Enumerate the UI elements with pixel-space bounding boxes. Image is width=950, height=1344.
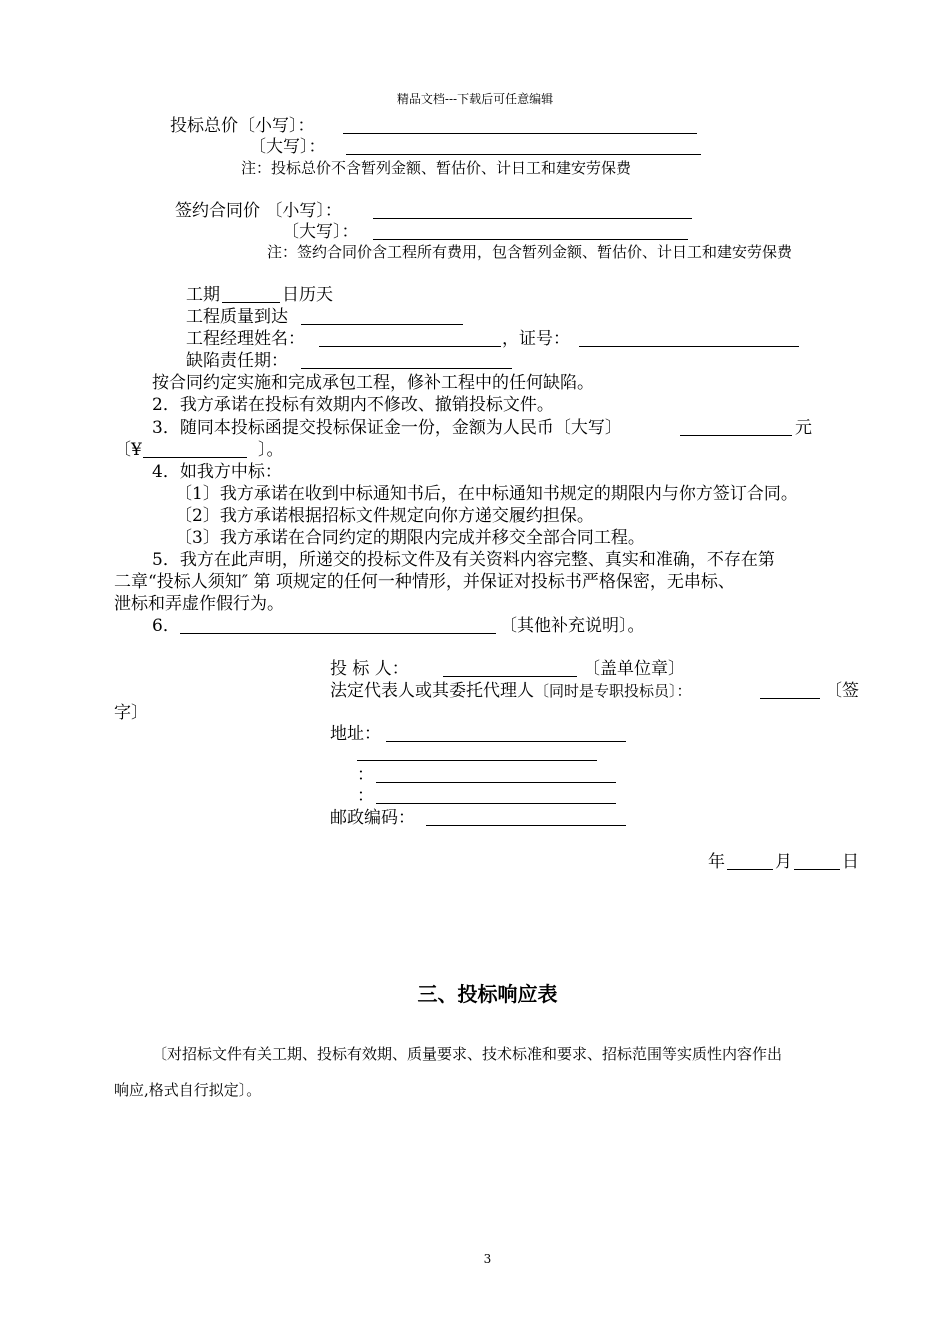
contact-colon-1: ： [357, 765, 374, 785]
term-line-6: 6． [152, 616, 180, 636]
term-line-5c: 泄标和弄虚作假行为。 [114, 594, 284, 614]
contact-line-2 [376, 803, 616, 804]
rep-sign-line [760, 698, 820, 699]
term-line-4-3: 〔3〕我方承诺在合同约定的期限内完成并移交全部合同工程。 [175, 528, 645, 548]
postcode-label: 邮政编码： [330, 808, 415, 828]
supplement-label: 〔其他补充说明〕。 [500, 616, 645, 636]
term-line-4: 4．如我方中标： [152, 462, 282, 482]
bid-total-large-label: 〔大写〕： [249, 137, 326, 157]
rep-note: 〔同时是专职投标员〕： [534, 682, 692, 700]
period-line [222, 302, 280, 303]
page-header: 精品文档---下载后可任意编辑 [396, 92, 554, 106]
sign-note-a: 〔签 [825, 681, 859, 701]
date-month: 月 [775, 852, 792, 872]
term-line-4-2: 〔2〕我方承诺根据招标文件规定向你方递交履约担保。 [175, 506, 594, 526]
manager-label: 工程经理姓名： [186, 329, 305, 349]
deposit-close: 〕。 [258, 440, 284, 460]
quality-label: 工程质量到达 [186, 307, 288, 327]
section-body-1: 〔对招标文件有关工期、投标有效期、质量要求、技术标准和要求、招标范围等实质性内容作出 [152, 1045, 783, 1063]
rep-label: 法定代表人或其委托代理人 [330, 681, 534, 701]
manager-line [319, 346, 501, 347]
postcode-line [426, 825, 626, 826]
deposit-large-line [680, 435, 792, 436]
contract-large-label: 〔大写〕： [282, 222, 359, 242]
bid-total-note: 注：投标总价不含暂列金额、暂估价、计日工和建安劳保费 [241, 159, 632, 177]
bid-total-small-line [343, 133, 697, 134]
period-label: 工期 [186, 285, 220, 305]
contract-small-line [373, 218, 692, 219]
term-line-5b: 二章“投标人须知″ 第 项规定的任何一种情形，并保证对投标书严格保密，无串标、 [114, 572, 735, 592]
contract-note: 注：签约合同价含工程所有费用，包含暂列金额、暂估价、计日工和建安劳保费 [267, 243, 793, 261]
contact-colon-2: ： [357, 786, 374, 806]
sign-note-b: 字〕 [114, 703, 148, 723]
bidder-line [443, 676, 577, 677]
bid-total-large-line [346, 154, 701, 155]
contact-line-1 [376, 782, 616, 783]
deposit-unit: 元 [795, 418, 812, 438]
supplement-line [180, 633, 496, 634]
deposit-small-label: 〔¥ [114, 440, 142, 460]
term-line-1: 按合同约定实施和完成承包工程，修补工程中的任何缺陷。 [152, 373, 594, 393]
date-day: 日 [842, 852, 859, 872]
contract-small-label: 签约合同价 〔小写〕： [175, 201, 342, 221]
period-unit: 日历天 [282, 285, 333, 305]
term-line-5a: 5．我方在此声明，所递交的投标文件及有关资料内容完整、真实和准确，不存在第 [152, 550, 775, 570]
section-title: 三、投标响应表 [417, 982, 558, 1006]
quality-line [301, 324, 463, 325]
bid-total-small-label: 投标总价〔小写〕： [170, 116, 315, 136]
address-label: 地址： [330, 724, 381, 744]
section-body-2: 响应,格式自行拟定〕。 [114, 1081, 262, 1099]
defect-line [301, 368, 512, 369]
contract-large-line [373, 239, 688, 240]
rep-row [330, 681, 692, 701]
date-year: 年 [708, 852, 725, 872]
seal-note: 〔盖单位章〕 [583, 659, 685, 679]
date-month-line [727, 869, 773, 870]
date-day-line [794, 869, 840, 870]
defect-label: 缺陷责任期： [186, 351, 288, 371]
cert-line [579, 346, 799, 347]
page-number: 3 [483, 1252, 492, 1266]
address-line-2 [357, 760, 597, 761]
bidder-label: 投 标 人： [330, 659, 409, 679]
cert-label: ，证号： [502, 329, 570, 349]
deposit-small-line [143, 457, 247, 458]
term-line-4-1: 〔1〕我方承诺在收到中标通知书后，在中标通知书规定的期限内与你方签订合同。 [175, 484, 798, 504]
term-line-2: 2．我方承诺在投标有效期内不修改、撤销投标文件。 [152, 395, 554, 415]
address-line-1 [386, 741, 626, 742]
term-line-3: 3．随同本投标函提交投标保证金一份，金额为人民币〔大写〕 [152, 418, 622, 438]
